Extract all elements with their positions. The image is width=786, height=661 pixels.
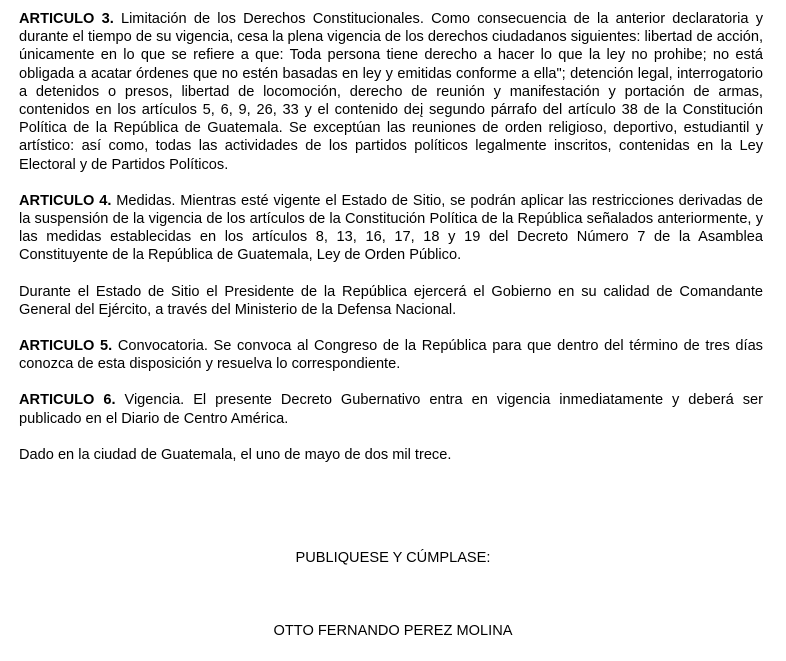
article-3-text: Limitación de los Derechos Constitucionales. Como consecuencia de la anterior declaratoria y durante el tiempo de su vigencia, cesa la plena vigencia de los derechos ciudadanos siguientes: libertad de acción, únicamente en lo que se refiere a que: Toda persona tiene derecho a hacer lo que la ley no prohibe; no está obligada a acatar órdenes que no estén basadas en ley y emitidas conforme a ella"; detención legal, interrogatorio a detenidos o presos, libertad de locomoción, derecho de reunión y manifestación y portación de armas, contenidos en los artículos 5, 6, 9, 26, 33 y el contenido deį segundo párrafo del artículo 38 de la Constitución Política de la República de Guatemala. Se exceptúan las reuniones de orden religioso, deportivo, estudiantil y artístico: así como, todas las actividades de los partidos políticos legalmente inscritos, contenidas en la Ley Electoral y de Partidos Políticos.: [19, 11, 764, 173]
article-5-paragraph: [19, 337, 763, 373]
article-4-extra-paragraph: Durante el Estado de Sitio el Presidente de la República ejercerá el Gobierno en su calidad de Comandante General del Ejército, a través del Ministerio de la Defensa Nacional.: [19, 283, 763, 318]
article-5-heading: ARTICULO 5.: [19, 338, 113, 355]
article-6-paragraph: [19, 391, 763, 427]
article-4-paragraph: [19, 192, 763, 265]
article-6-text: Vigencia. El presente Decreto Gubernativo entra en vigencia inmediatamente y deberá ser publicado en el Diario de Centro América.: [19, 392, 763, 427]
closing-statement: Dado en la ciudad de Guatemala, el uno de mayo de dos mil trece.: [19, 446, 452, 463]
publish-order: PUBLIQUESE Y CÚMPLASE:: [295, 550, 491, 566]
article-4-heading: ARTICULO 4.: [19, 192, 112, 209]
article-3-heading: ARTICULO 3.: [19, 11, 114, 27]
article-6-heading: ARTICULO 6.: [19, 392, 116, 409]
document-body: [19, 10, 763, 482]
article-5-text: Convocatoria. Se convoca al Congreso de la República para que dentro del término de tres días conozca de esta disposición y resuelva lo correspondiente.: [19, 338, 763, 373]
article-4-text: Medidas. Mientras esté vigente el Estado de Sitio, se podrán aplicar las restricciones derivadas de la suspensión de la vigencia de los artículos de la Constitución Política de la República señalados anteriormente, y las medidas establecidas en los artículos 8, 13, 16, 17, 18 y 19 del Decreto Número 7 de la Asamblea Constituyente de la República de Guatemala, Ley de Orden Público.: [19, 192, 763, 264]
article-3-paragraph: [19, 10, 763, 174]
signatory-name: OTTO FERNANDO PEREZ MOLINA: [273, 623, 513, 639]
